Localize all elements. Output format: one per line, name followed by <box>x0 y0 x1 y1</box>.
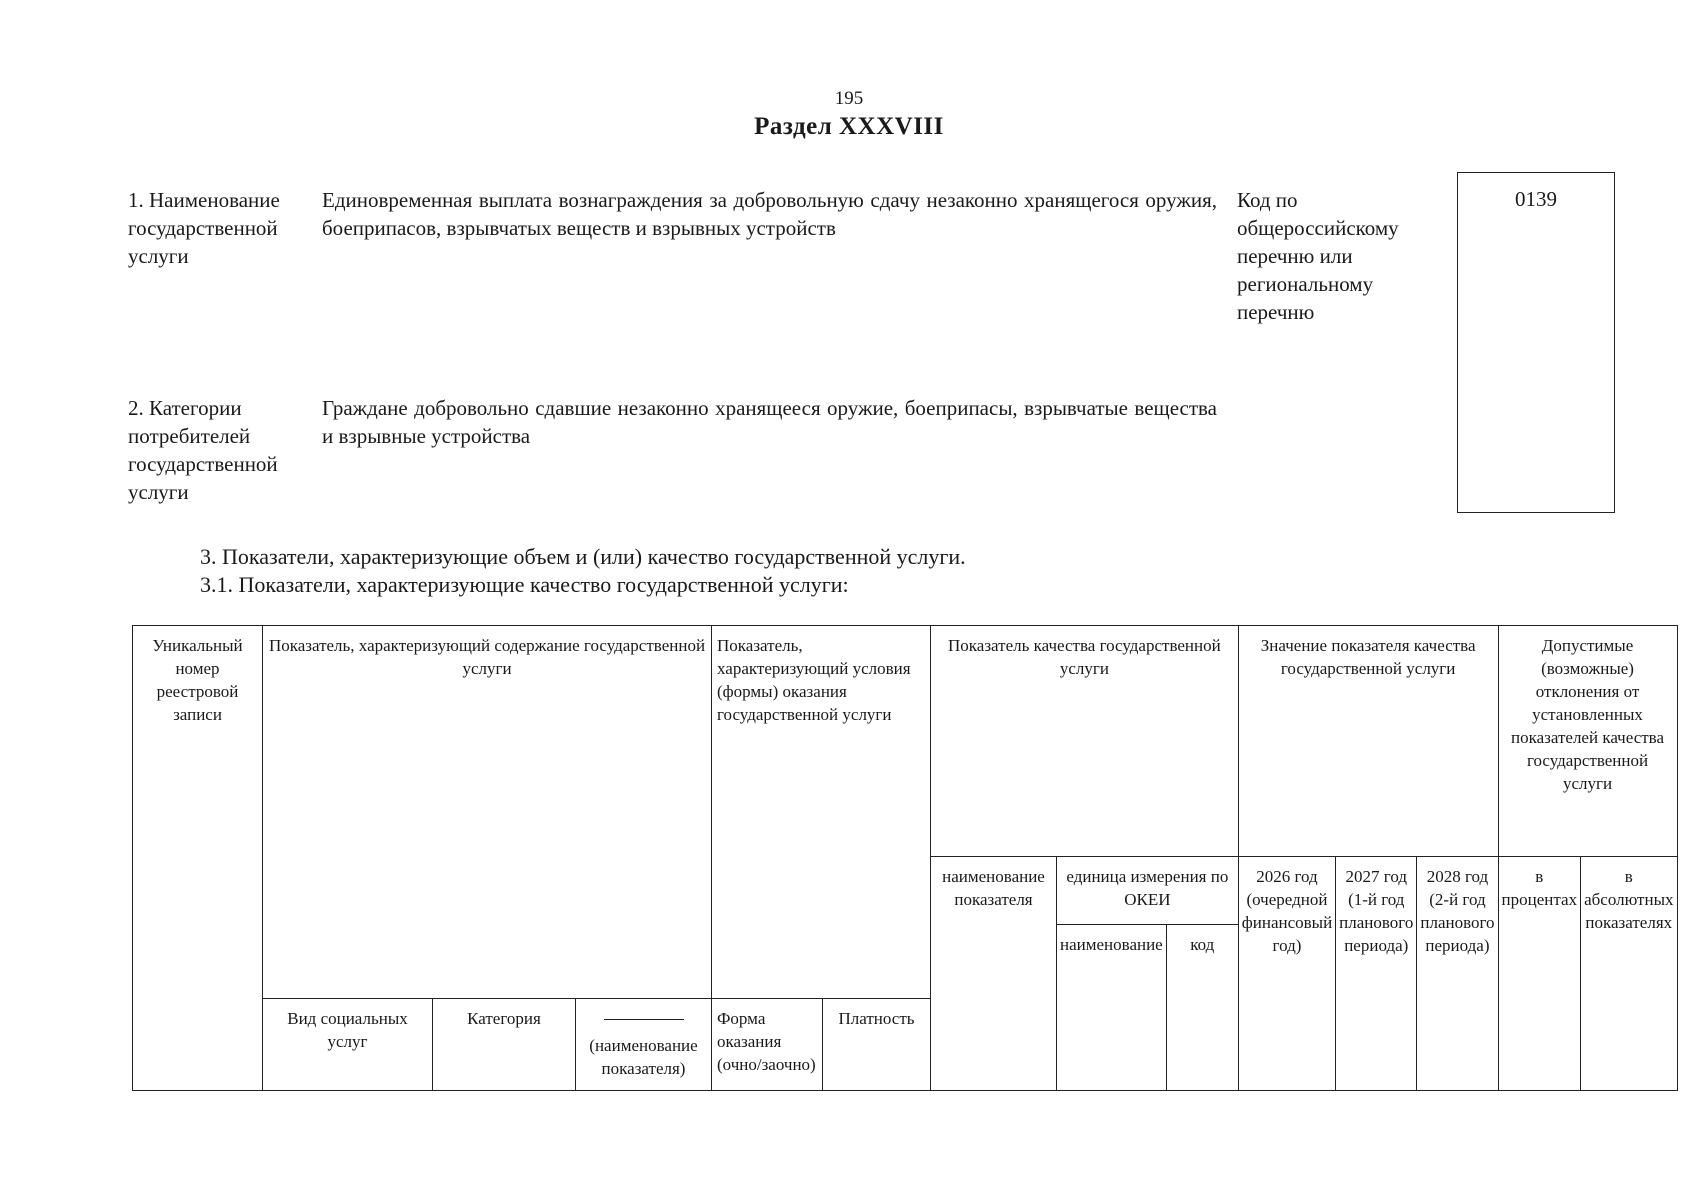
header-unique-number: Уникальный номер реестровой записи <box>133 626 263 1091</box>
header-year-2026: 2026 год (очередной финансовый год) <box>1238 857 1335 1091</box>
header-service-form: Форма оказания (очно/заочно) <box>712 999 823 1091</box>
header-payment: Платность <box>823 999 931 1091</box>
section-title: Раздел XXXVIII <box>754 113 944 140</box>
header-allowed-deviation: Допустимые (возможные) отклонения от установленных показателей качества государственной услуги <box>1498 626 1677 857</box>
blank-indicator-line <box>604 1019 684 1028</box>
quality-indicators-table <box>132 625 1678 1091</box>
heading-3: 3. Показатели, характеризующие объем и (или) качество государственной услуги. <box>200 544 966 569</box>
header-deviation-percent: в процентах <box>1498 857 1581 1091</box>
service-name-label: 1. Наименование государственной услуги <box>128 188 280 268</box>
header-conditions-indicator: Показатель, характеризующий условия (формы) оказания государственной услуги <box>712 626 931 999</box>
service-name-text: Единовременная выплата вознаграждения за добровольную сдачу незаконно хранящегося оружия, боеприпасов, взрывчатых веществ и взрывных устройств <box>322 188 1217 240</box>
header-content-indicator: Показатель, характеризующий содержание государственной услуги <box>263 626 712 999</box>
header-unit-code: код <box>1166 925 1238 1091</box>
header-quality-name: наименование показателя <box>931 857 1057 1091</box>
page-number: 195 <box>834 88 864 109</box>
header-blank-indicator <box>576 999 712 1091</box>
header-unit-name: наименование <box>1057 925 1167 1091</box>
heading-3-1: 3.1. Показатели, характеризующие качество государственной услуги: <box>200 572 849 597</box>
header-year-2027: 2027 год (1-й год планового периода) <box>1336 857 1417 1091</box>
consumers-label: 2. Категории потребителей государственной услуги <box>128 396 278 504</box>
header-category: Категория <box>433 999 576 1091</box>
code-box <box>1457 172 1615 513</box>
consumers-text: Граждане добровольно сдавшие незаконно хранящееся оружие, боеприпасы, взрывчатые вещества и взрывные устройства <box>322 396 1217 448</box>
header-indicator-value: Значение показателя качества государственной услуги <box>1238 626 1498 857</box>
header-quality-indicator: Показатель качества государственной услуги <box>931 626 1239 857</box>
header-indicator-name: (наименование показателя) <box>589 1036 698 1078</box>
header-year-2028: 2028 год (2-й год планового периода) <box>1417 857 1498 1091</box>
header-okei-unit: единица измерения по ОКЕИ <box>1057 857 1239 925</box>
code-value: 0139 <box>1515 187 1557 211</box>
code-label: Код по общероссийскому перечню или региональному перечню <box>1237 188 1399 324</box>
header-deviation-absolute: в абсолютных показателях <box>1581 857 1677 1091</box>
header-service-kind: Вид социальных услуг <box>263 999 433 1091</box>
